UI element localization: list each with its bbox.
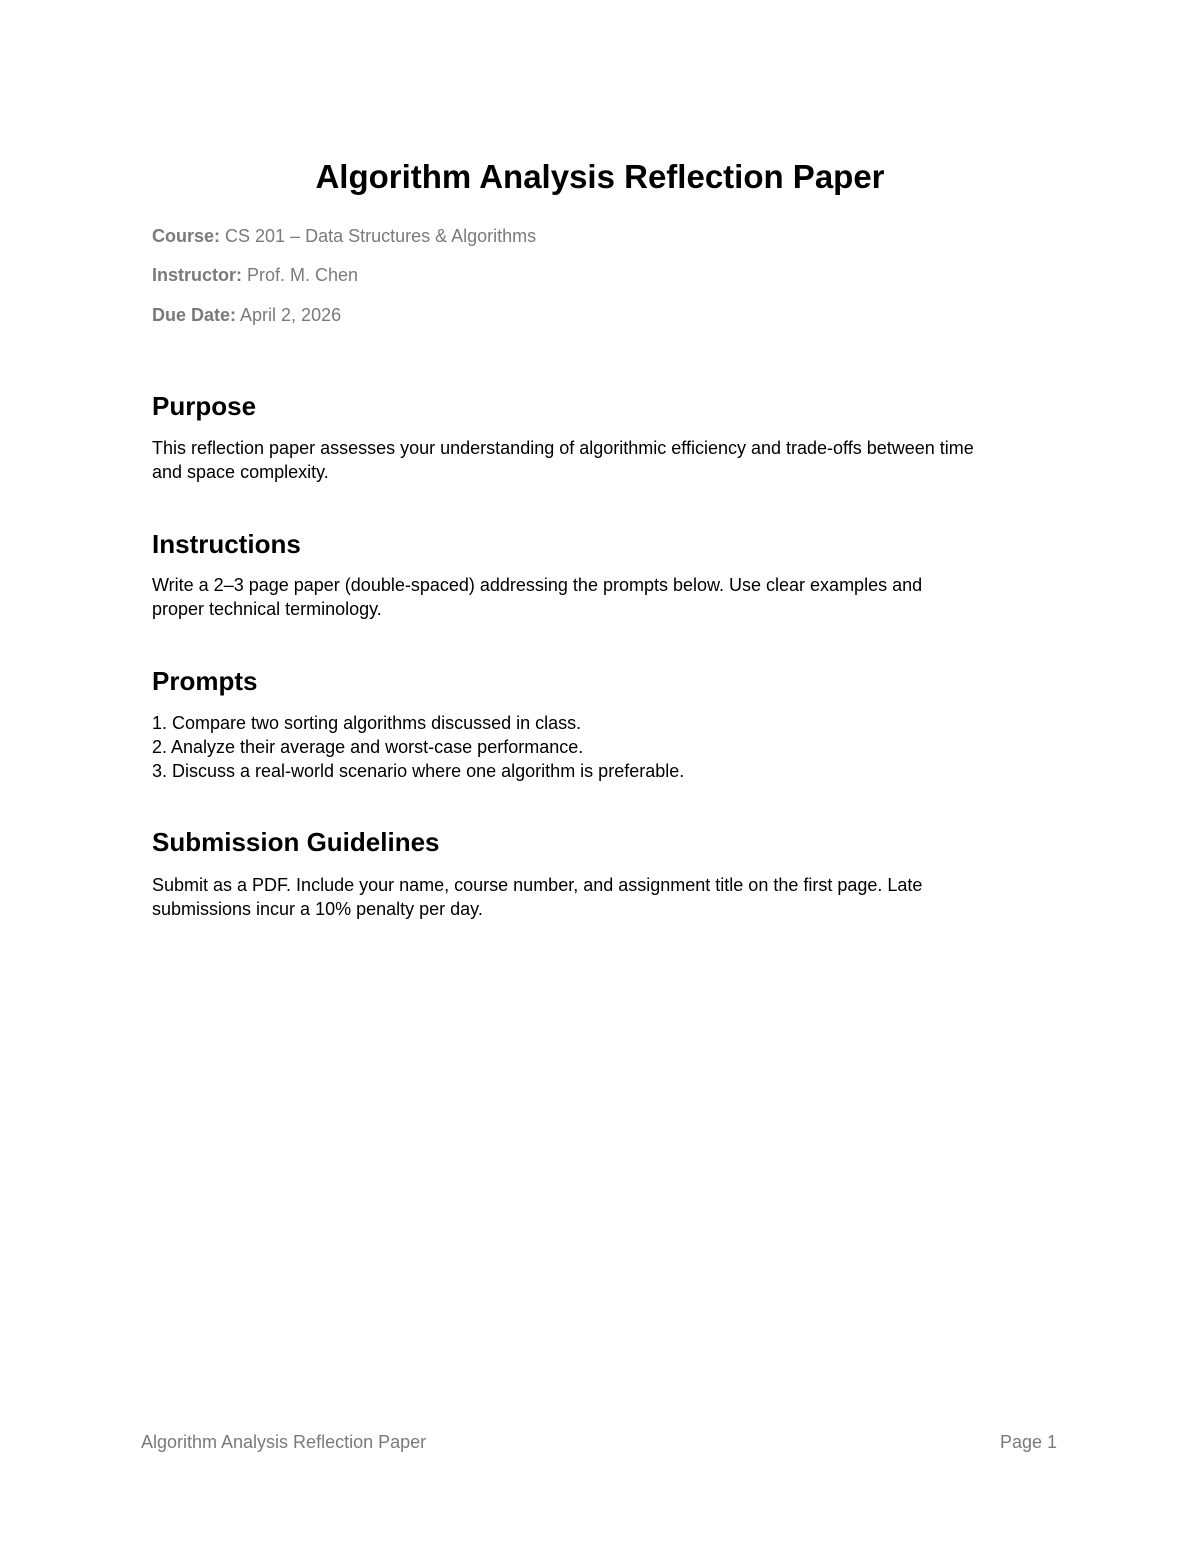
prompt-item: 3. Discuss a real-world scenario where one algorithm is preferable. <box>152 761 685 781</box>
course-value: CS 201 – Data Structures & Algorithms <box>225 226 537 246</box>
prompt-item: 1. Compare two sorting algorithms discussed in class. <box>152 713 582 733</box>
footer-page-number: Page 1 <box>999 1432 1057 1452</box>
due-date-label: Due Date: <box>152 305 237 325</box>
course-label: Course: <box>152 226 221 246</box>
submission-paragraph <box>152 873 1062 921</box>
course-meta <box>152 224 536 248</box>
instructions-line-2: proper technical terminology. <box>152 599 382 619</box>
prompts-list <box>152 711 1062 783</box>
purpose-paragraph <box>152 436 1062 484</box>
instructions-paragraph <box>152 573 1062 621</box>
purpose-line-2: and space complexity. <box>152 462 329 482</box>
footer-document-title: Algorithm Analysis Reflection Paper <box>141 1432 427 1452</box>
instructor-value: Prof. M. Chen <box>247 265 359 285</box>
submission-heading: Submission Guidelines <box>152 827 440 857</box>
prompts-heading: Prompts <box>152 666 258 696</box>
prompt-item: 2. Analyze their average and worst-case performance. <box>152 737 584 757</box>
instructions-heading: Instructions <box>152 529 301 559</box>
instructor-meta <box>152 263 358 287</box>
submission-line-1: Submit as a PDF. Include your name, course number, and assignment title on the first page. Late <box>152 875 923 895</box>
submission-line-2: submissions incur a 10% penalty per day. <box>152 899 483 919</box>
instructor-label: Instructor: <box>152 265 242 285</box>
purpose-heading: Purpose <box>152 391 257 421</box>
purpose-line-1: This reflection paper assesses your understanding of algorithmic efficiency and trade-offs between time <box>152 438 974 458</box>
due-date-value: April 2, 2026 <box>240 305 342 325</box>
instructions-line-1: Write a 2–3 page paper (double-spaced) addressing the prompts below. Use clear examples and <box>152 575 923 595</box>
document-title: Algorithm Analysis Reflection Paper <box>315 158 885 195</box>
due-date-meta <box>152 303 341 327</box>
